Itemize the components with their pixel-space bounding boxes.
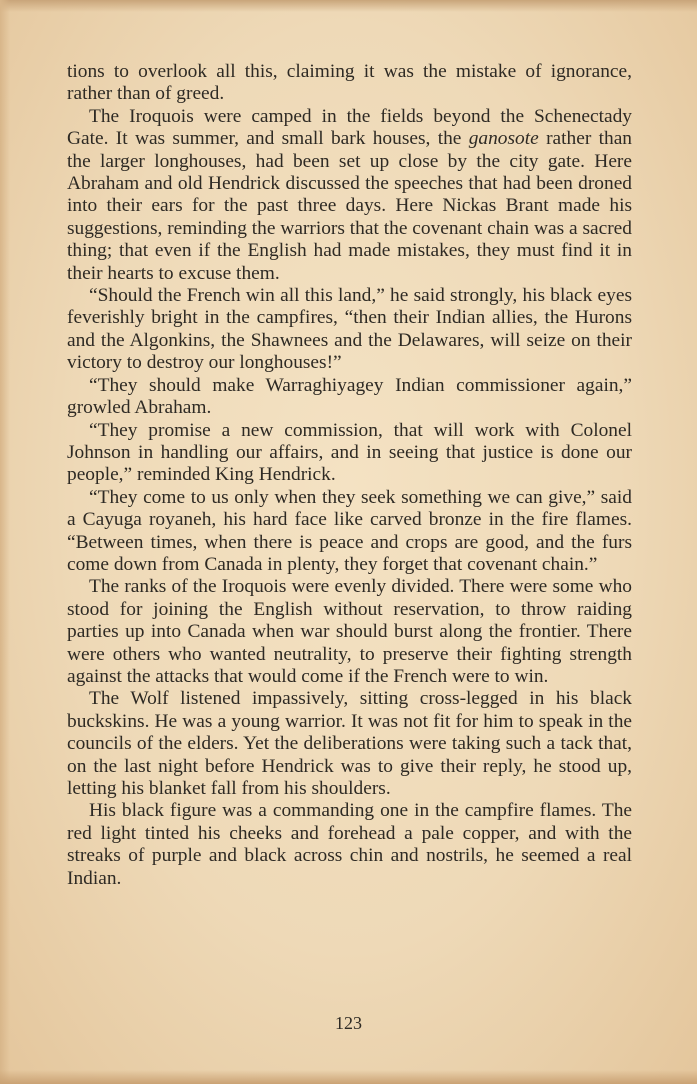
paragraph: tions to overlook all this, claiming it was the mistake of ignorance, rather than of greed. xyxy=(67,61,632,105)
paragraph xyxy=(67,106,632,285)
page-body xyxy=(67,61,632,890)
paragraph: The Wolf listened impassively, sitting cross-legged in his black buckskins. He was a young warrior. It was not fit for him to speak in the councils of the elders. Yet the deliberations were taking such a tack that, on the last night before Hendrick was to give their reply, he stood up, letting his blanket fall from his shoulders. xyxy=(67,688,632,799)
paragraph: “They promise a new commission, that will work with Colonel Johnson in handling our affairs, and in seeing that justice is done our people,” reminded King Hendrick. xyxy=(67,419,632,486)
paragraph: The ranks of the Iroquois were evenly divided. There were some who stood for joining the English without reservation, to throw raiding parties up into Canada when war should burst along the frontier. There were others who wanted neutrality, to preserve their fighting strength against the attacks that would come if the French were to win. xyxy=(67,576,632,687)
paragraph: “Should the French win all this land,” he said strongly, his black eyes feverishly bright in the campfires, “then their Indian allies, the Hurons and the Algonkins, the Shawnees and the Delawares, will seize on their victory to destroy our longhouses!” xyxy=(67,285,632,374)
page-number: 123 xyxy=(335,1013,362,1033)
paragraph-text: The Iroquois were camped in the fields beyond the Schenectady Gate. It was summer, and small bark houses, the xyxy=(67,105,632,150)
paragraph: His black figure was a commanding one in the campfire flames. The red light tinted his cheeks and forehead a pale copper, and with the streaks of purple and black across chin and nostrils, he seemed a real Indian. xyxy=(67,800,632,889)
page-edge-left xyxy=(0,0,10,1084)
paragraph-text: rather than the larger longhouses, had been set up close by the city gate. Here Abraham and old Hendrick discussed the speeches that had been droned into their ears for the past three days. Here Nickas Brant made his suggestions, reminding the warriors that the covenant chain was a sacred thing; that even if the English had made mistakes, they must find it in their hearts to excuse them. xyxy=(67,128,632,284)
italic-term: ganosote xyxy=(468,128,539,150)
page-edge-top xyxy=(0,0,697,12)
page-edge-bottom xyxy=(0,1070,697,1084)
paragraph: “They come to us only when they seek something we can give,” said a Cayuga royaneh, his hard face like carved bronze in the fire flames. “Between times, when there is peace and crops are good, and the furs come down from Canada in plenty, they forget that covenant chain.” xyxy=(67,486,632,575)
paragraph: “They should make Warraghiyagey Indian commissioner again,” growled Abraham. xyxy=(67,374,632,419)
